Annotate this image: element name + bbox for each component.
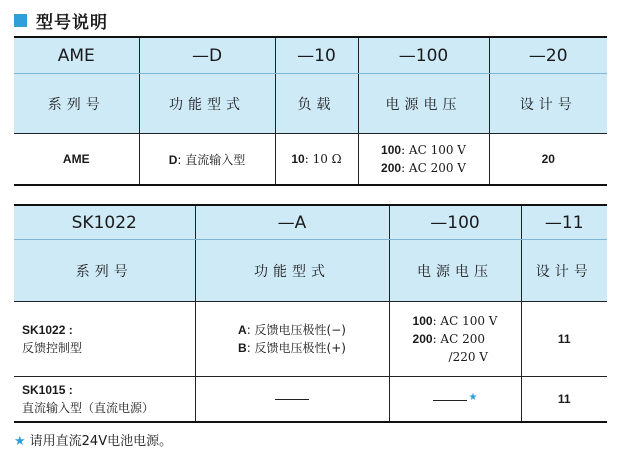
- table-row: [14, 377, 607, 423]
- function-text: : 反馈电压极性(−): [246, 323, 346, 337]
- design-cell: [489, 134, 607, 186]
- code-cell: —A: [195, 205, 389, 240]
- series-code: SK1022 :: [22, 323, 73, 337]
- label-cell: 功能型式: [139, 74, 275, 134]
- function-text: : 直流输入型: [177, 152, 246, 167]
- code-cell: —D: [139, 37, 275, 74]
- code-cell: —10: [275, 37, 358, 74]
- label-cell: 设计号: [489, 74, 607, 134]
- table-row: [14, 134, 607, 186]
- series-cell: [14, 377, 195, 423]
- table-row: [14, 302, 607, 377]
- voltage-text: : AC 100 V: [432, 314, 498, 328]
- function-cell: [195, 302, 389, 377]
- code-cell: AME: [14, 37, 139, 74]
- footnote: [14, 430, 172, 449]
- load-cell: [275, 134, 358, 186]
- voltage-code: 200: [381, 161, 402, 175]
- label-cell: 功能型式: [195, 240, 389, 302]
- model-table-sk: [14, 204, 607, 423]
- code-cell: SK1022: [14, 205, 195, 240]
- label-cell: 系列号: [14, 74, 139, 134]
- function-cell: [195, 377, 389, 423]
- series-code: SK1015 :: [22, 383, 73, 397]
- voltage-text: /220 V: [448, 350, 488, 364]
- code-row: [14, 205, 607, 240]
- label-cell: 系列号: [14, 240, 195, 302]
- star-icon: ★: [14, 434, 26, 449]
- voltage-text: : AC 100 V: [401, 143, 466, 157]
- load-text: : 10 Ω: [304, 152, 342, 166]
- design-cell: [521, 377, 607, 423]
- not-applicable-dash: [275, 399, 309, 400]
- label-row: [14, 74, 607, 134]
- model-table-ame: [14, 36, 607, 186]
- load-code: 10: [291, 152, 305, 166]
- voltage-cell: [389, 302, 521, 377]
- voltage-text: : AC 200: [432, 332, 485, 346]
- code-cell: —11: [521, 205, 607, 240]
- label-cell: 电源电压: [358, 74, 489, 134]
- series-text: 直流输入型（直流电源）: [22, 401, 155, 415]
- function-cell: [139, 134, 275, 186]
- code-cell: —20: [489, 37, 607, 74]
- voltage-code: 100: [412, 314, 433, 328]
- series-value: AME: [62, 152, 90, 166]
- series-cell: [14, 302, 195, 377]
- label-cell: 电源电压: [389, 240, 521, 302]
- function-text: : 反馈电压极性(+): [246, 341, 346, 355]
- voltage-cell: [389, 377, 521, 423]
- section-heading: [14, 8, 108, 32]
- label-row: [14, 240, 607, 302]
- function-code: D: [168, 152, 178, 167]
- heading-square-icon: [14, 14, 27, 27]
- footnote-text: 请用直流24V电池电源。: [29, 434, 173, 449]
- voltage-code: 200: [412, 332, 433, 346]
- design-value: 20: [541, 152, 555, 166]
- series-cell: [14, 134, 139, 186]
- voltage-code: 100: [381, 143, 402, 157]
- voltage-text: : AC 200 V: [401, 161, 466, 175]
- code-row: [14, 37, 607, 74]
- label-cell: 负载: [275, 74, 358, 134]
- design-cell: [521, 302, 607, 377]
- series-text: 反馈控制型: [22, 341, 83, 355]
- design-value: 11: [557, 392, 571, 406]
- star-icon: ★: [468, 391, 478, 403]
- function-code: A: [238, 323, 247, 337]
- heading-title: 型号说明: [36, 12, 108, 33]
- function-code: B: [238, 341, 247, 355]
- design-value: 11: [557, 332, 571, 346]
- code-cell: —100: [389, 205, 521, 240]
- code-cell: —100: [358, 37, 489, 74]
- voltage-cell: [358, 134, 489, 186]
- not-applicable-dash: [433, 400, 467, 401]
- label-cell: 设计号: [521, 240, 607, 302]
